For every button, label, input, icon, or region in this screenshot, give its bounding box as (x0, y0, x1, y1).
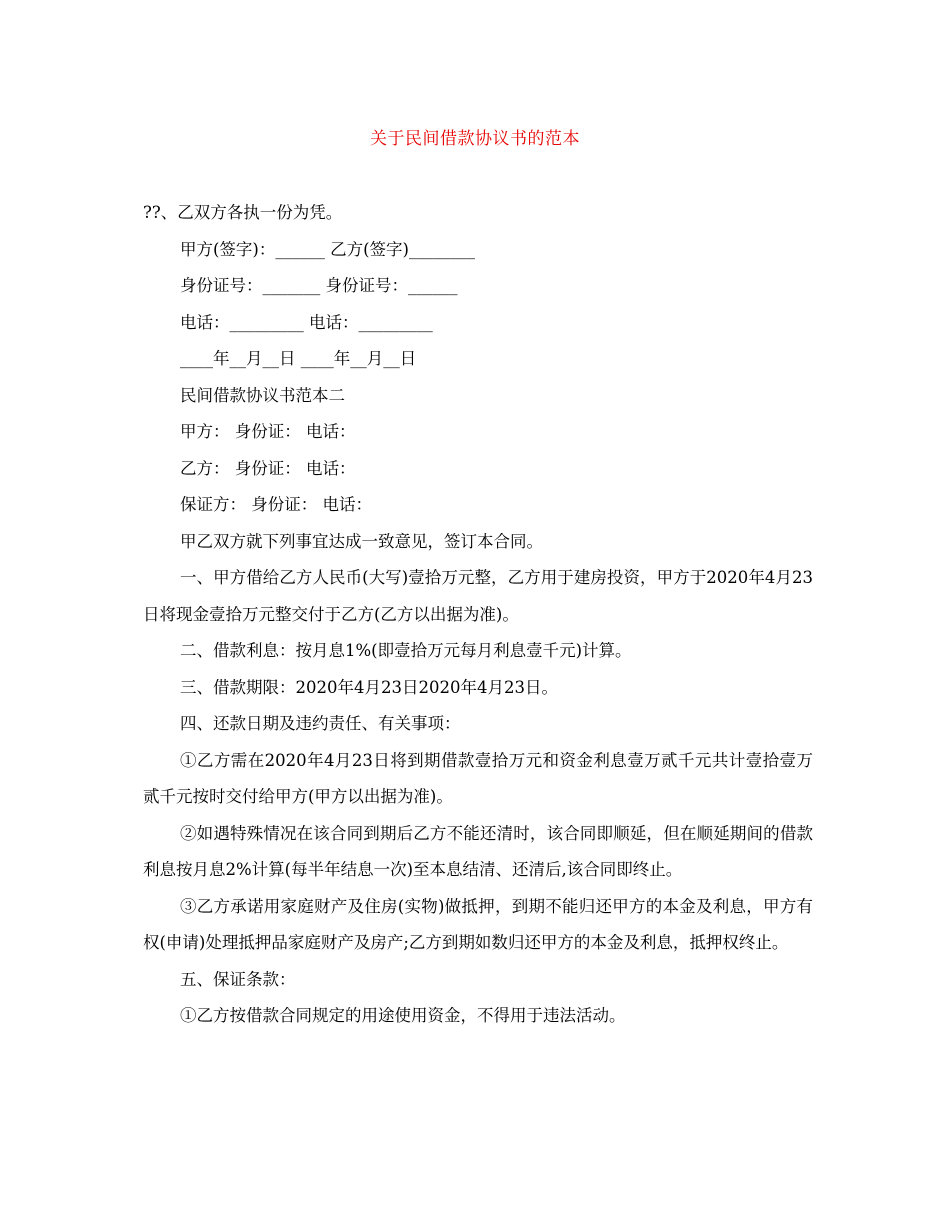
paragraph: 一、甲方借给乙方人民币(大写)壹拾万元整，乙方用于建房投资，甲方于2020年4月23日将现金壹拾万元整交付于乙方(乙方以出据为准)。 (143, 568, 813, 624)
paragraph: 三、借款期限：2020年4月23日2020年4月23日。 (180, 677, 558, 697)
paragraph: 乙方： 身份证： 电话： (180, 458, 356, 478)
paragraph: ③乙方承诺用家庭财产及住房(实物)做抵押，到期不能归还甲方的本金及利息，甲方有权(申请)处理抵押品家庭财产及房产;乙方到期如数归还甲方的本金及利息，抵押权终止。 (143, 896, 813, 952)
paragraph: 保证方： 身份证： 电话： (180, 495, 372, 514)
paragraph: 四、还款日期及违约责任、有关事项： (180, 714, 461, 733)
paragraph: 甲方(签字)：______ 乙方(签字)________ (180, 239, 475, 259)
paragraph: 民间借款协议书范本二 (180, 385, 345, 405)
paragraph: 五、保证条款： (180, 969, 296, 989)
paragraph: 电话：_________ 电话：_________ (180, 312, 433, 332)
document-body (143, 195, 813, 1035)
paragraph: ①乙方按借款合同规定的用途使用资金，不得用于违法活动。 (180, 1006, 626, 1025)
paragraph: ②如遇特殊情况在该合同到期后乙方不能还清时，该合同即顺延，但在顺延期间的借款利息按月息2%计算(每半年结息一次)至本息结清、还清后,该合同即终止。 (143, 823, 813, 879)
paragraph: 二、借款利息：按月息1%(即壹拾万元每月利息壹千元)计算。 (180, 641, 632, 660)
paragraph: 身份证号：_______ 身份证号：______ (180, 276, 458, 295)
paragraph: ??、乙双方各执一份为凭。 (143, 203, 343, 222)
document-title: 关于民间借款协议书的范本 (370, 129, 580, 149)
paragraph: 甲乙双方就下列事宜达成一致意见，签订本合同。 (180, 531, 543, 551)
paragraph: 甲方： 身份证： 电话： (180, 422, 356, 441)
paragraph: ____年__月__日 ____年__月__日 (180, 349, 417, 368)
paragraph: ①乙方需在2020年4月23日将到期借款壹拾万元和资金利息壹万贰千元共计壹拾壹万贰千元按时交付给甲方(甲方以出据为准)。 (143, 750, 813, 806)
